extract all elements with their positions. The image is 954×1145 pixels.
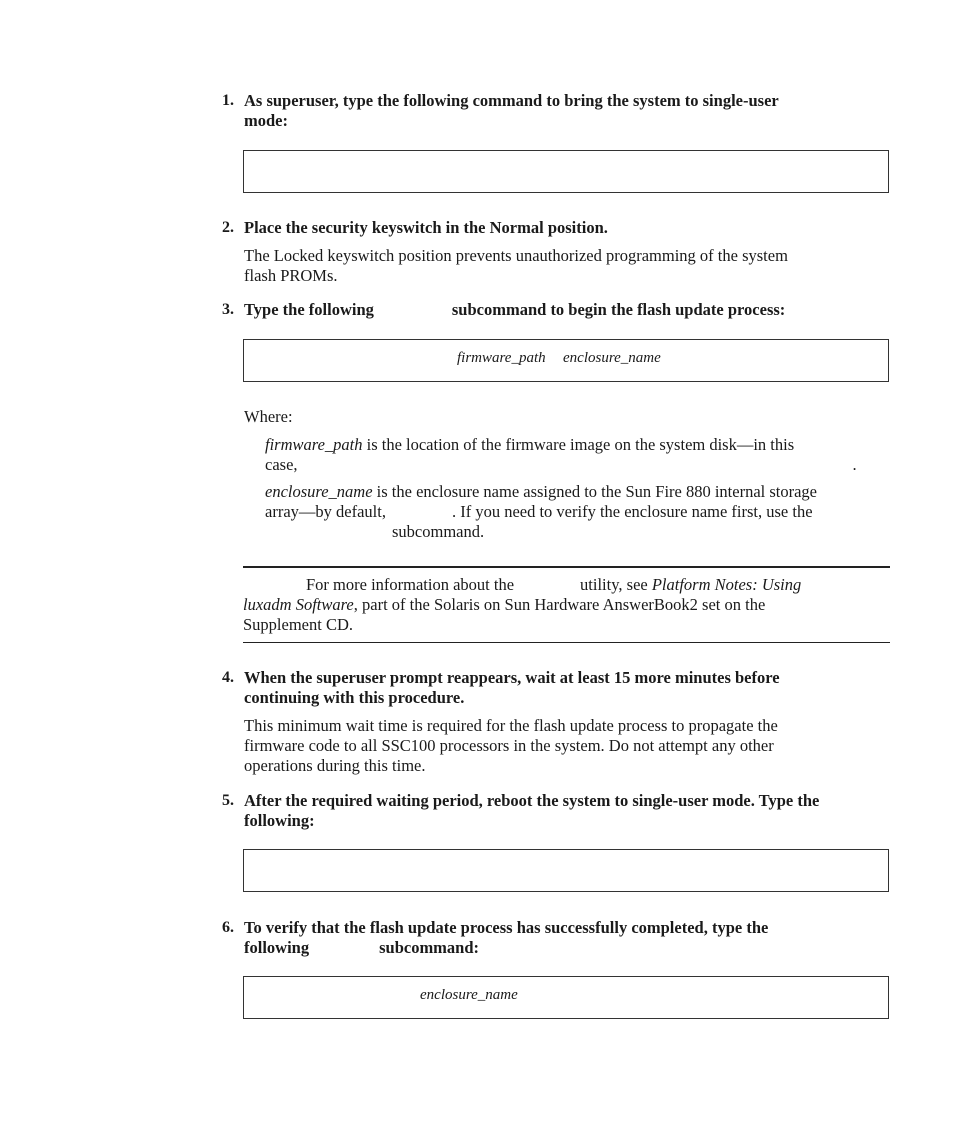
where-fp-line-1	[265, 435, 895, 455]
step-4-body-line-3: operations during this time.	[244, 756, 426, 775]
where-en-line-3	[265, 522, 895, 542]
step-5-line-1: After the required waiting period, reboot the system to single-user mode. Type the	[244, 791, 820, 810]
step-number: 6.	[222, 919, 234, 936]
note-book-title-1: Platform Notes: Using	[651, 575, 802, 594]
step-2-instruction: Place the security keyswitch in the Normal position.	[244, 218, 608, 237]
step-number: 3.	[222, 301, 234, 318]
code-arg-firmware-path: firmware_path	[457, 350, 546, 366]
code-box-step-6	[243, 976, 889, 1019]
where-en-line-1	[265, 482, 895, 502]
step-1-line-2: mode:	[244, 111, 288, 130]
step-5-line-2: following:	[244, 811, 315, 830]
note-line-2	[243, 595, 893, 615]
where-en-subcommand: subcommand.	[392, 522, 485, 541]
step-2-body-line-2: flash PROMs.	[244, 266, 338, 285]
step-6-subcommand: subcommand:	[379, 938, 480, 957]
where-fp-line-2	[265, 455, 895, 475]
code-box-step-3	[243, 339, 889, 382]
step-2-body	[244, 246, 894, 286]
step-3-text-after: subcommand to begin the flash update process:	[451, 300, 786, 319]
step-4-line-2: continuing with this procedure.	[244, 688, 465, 707]
where-en-verify: . If you need to verify the enclosure name first, use the	[451, 502, 813, 521]
note-intro: For more information about the	[306, 575, 515, 594]
step-2-body-line-1: The Locked keyswitch position prevents unauthorized programming of the system	[244, 246, 788, 265]
term-enclosure-name: enclosure_name	[265, 482, 373, 501]
step-4-line-1: When the superuser prompt reappears, wait at least 15 more minutes before	[244, 668, 780, 687]
where-fp-case: case,	[265, 455, 298, 474]
code-arg-enclosure-name: enclosure_name	[563, 350, 661, 366]
where-en-desc: is the enclosure name assigned to the Sun Fire 880 internal storage	[372, 482, 818, 501]
step-4-body	[244, 716, 894, 776]
where-enclosure-name	[265, 482, 895, 542]
where-label: Where:	[244, 407, 293, 426]
note-top-rule	[243, 566, 890, 568]
note-line-1	[243, 575, 893, 595]
step-3-instruction	[244, 300, 894, 320]
step-4-body-line-1: This minimum wait time is required for the flash update process to propagate the	[244, 716, 778, 735]
note-answerbook: , part of the Solaris on Sun Hardware AnswerBook2 set on the	[353, 595, 766, 614]
step-1-line-1: As superuser, type the following command to bring the system to single-user	[244, 91, 779, 110]
code-box-step-1	[243, 150, 889, 193]
step-number: 4.	[222, 669, 234, 686]
code-box-step-5	[243, 849, 889, 892]
step-5-instruction	[244, 791, 894, 831]
note-utility: utility, see	[580, 575, 648, 594]
step-number: 2.	[222, 219, 234, 236]
step-number: 5.	[222, 792, 234, 809]
step-6-instruction	[244, 918, 894, 958]
term-firmware-path: firmware_path	[265, 435, 363, 454]
where-fp-period: .	[852, 455, 857, 474]
where-firmware-path	[265, 435, 895, 475]
step-6-line-2	[244, 938, 894, 958]
step-1-instruction	[244, 91, 894, 131]
where-en-default: array—by default,	[265, 502, 386, 521]
step-3-text-before: Type the following	[244, 300, 374, 319]
step-4-instruction	[244, 668, 894, 708]
where-en-line-2	[265, 502, 895, 522]
where-fp-desc: is the location of the firmware image on the system disk—in this	[362, 435, 795, 454]
note-bottom-rule	[243, 642, 890, 643]
step-6-line-1: To verify that the flash update process has successfully completed, type the	[244, 918, 769, 937]
step-number: 1.	[222, 92, 234, 109]
step-6-following: following	[244, 938, 310, 957]
step-4-body-line-2: firmware code to all SSC100 processors in the system. Do not attempt any other	[244, 736, 774, 755]
note-book-title-2: luxadm Software	[243, 595, 354, 614]
note-text	[243, 575, 893, 635]
note-line-3: Supplement CD.	[243, 615, 353, 634]
code-arg-enclosure-name: enclosure_name	[420, 987, 518, 1003]
